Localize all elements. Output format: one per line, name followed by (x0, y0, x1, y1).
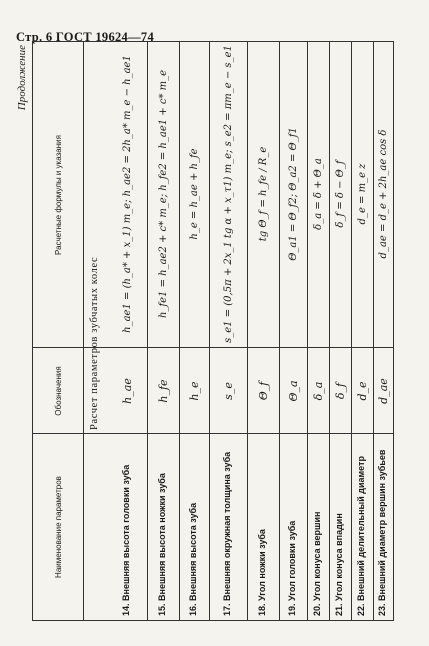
column-header-formula: Расчетные формулы и указания (53, 135, 63, 255)
parameter-name: 16. Внешняя высота зуба (188, 502, 199, 616)
table-header-row (33, 42, 84, 620)
parameter-formula: h_ae1 = (h_a* + x_1) m_e; h_ae2 = 2h_a* m_e − h_ae1 (121, 55, 133, 333)
parameter-name: 21. Угол конуса впадин (334, 513, 345, 616)
section-title: Расчет параметров зубчатых колес (89, 256, 100, 430)
parameter-symbol: d_ae (376, 378, 390, 404)
table-row (107, 42, 148, 620)
parameter-name: 19. Угол головки зуба (287, 520, 298, 616)
parameter-name: 18. Угол ножки зуба (257, 529, 268, 616)
table-row (247, 42, 280, 620)
column-header-symbol: Обозначения (53, 366, 63, 416)
parameter-symbol: s_e (221, 382, 235, 400)
parameter-formula: s_e1 = (0,5π + 2x_1 tg α + x_τ1) m_e; s_e2 = πm_e − s_e1 (222, 45, 234, 343)
parameter-name: 15. Внешняя высота ножки зуба (157, 473, 168, 616)
parameters-table (32, 41, 394, 621)
page-header: Стр. 6 ГОСТ 19624—74 (16, 30, 154, 44)
parameter-formula: d_e = m_e z (356, 163, 368, 225)
parameter-formula: δ_a = δ + Θ_a (312, 158, 324, 230)
continuation-label: Продолжение (16, 45, 28, 111)
parameter-symbol: d_e (355, 381, 369, 401)
parameter-name: 20. Угол конуса вершин (312, 511, 323, 616)
parameter-formula: Θ_a1 = Θ_f2; Θ_a2 = Θ_f1 (287, 127, 299, 261)
table-row (351, 42, 374, 620)
table-row (209, 42, 248, 620)
table-row (179, 42, 210, 620)
table-row (147, 42, 180, 620)
parameter-formula: h_e = h_ae + h_fe (188, 148, 200, 240)
parameter-name: 22. Внешний делительный диаметр (356, 456, 367, 616)
table-row (279, 42, 308, 620)
parameter-name: 14. Внешняя высота головки зуба (121, 464, 132, 616)
parameter-symbol: h_ae (120, 378, 134, 404)
parameter-symbol: δ_f (333, 382, 347, 400)
parameter-symbol: h_e (187, 381, 201, 401)
parameter-formula: h_fe1 = h_ae2 + c* m_e; h_fe2 = h_ae1 + c* m_e (157, 69, 169, 319)
parameter-formula: d_ae = d_e + 2h_ae cos δ (377, 129, 389, 259)
table-row (307, 42, 330, 620)
parameter-symbol: Θ_f (256, 381, 270, 401)
parameter-symbol: δ_a (311, 381, 325, 401)
rotated-page-content (14, 41, 414, 621)
parameter-symbol: h_fe (156, 379, 170, 403)
parameter-symbol: Θ_a (286, 380, 300, 402)
parameter-formula: tg Θ_f = h_fe / R_e (257, 146, 269, 242)
table-row (373, 42, 393, 620)
parameter-formula: δ_f = δ − Θ_f (334, 160, 346, 228)
parameter-name: 23. Внешний диаметр вершин зубьев (377, 449, 388, 616)
parameter-name: 17. Внешняя окружная толщина зуба (222, 451, 233, 616)
column-header-name: Наименование параметров (53, 476, 63, 578)
table-row (329, 42, 352, 620)
